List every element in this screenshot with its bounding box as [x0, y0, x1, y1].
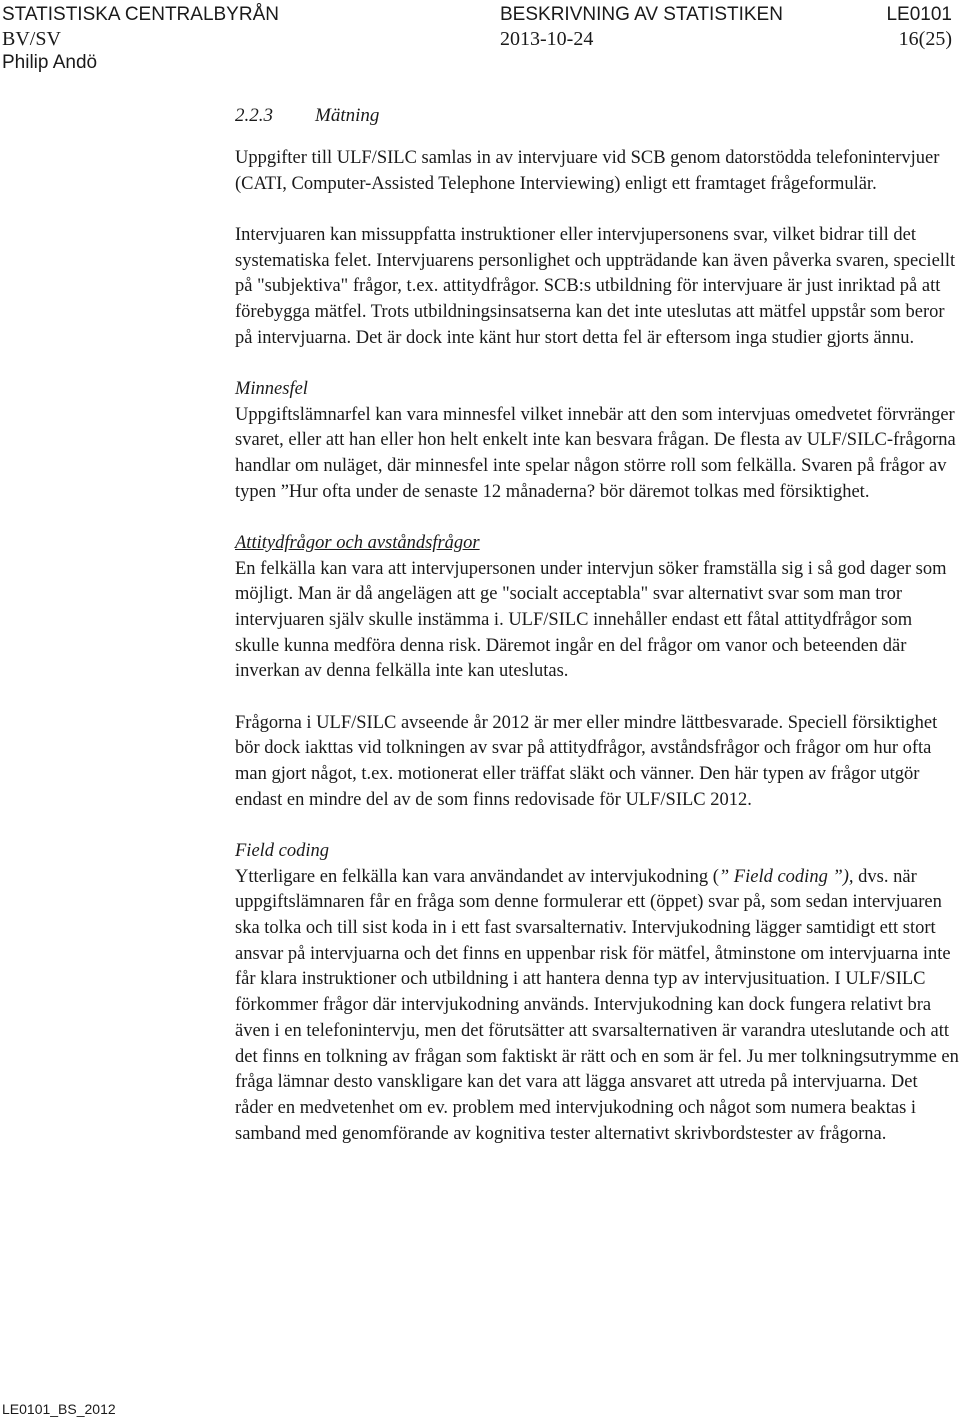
page-header: [0, 3, 960, 75]
page-footer: LE0101_BS_2012: [2, 1401, 116, 1417]
header-document-type: BESKRIVNING AV STATISTIKEN: [500, 4, 783, 25]
paragraph-attitydfragor: [235, 531, 960, 685]
field-coding-term: ” Field coding ”),: [718, 866, 854, 887]
subheading-attitydfragor: Attitydfrågor och avståndsfrågor: [235, 532, 480, 553]
paragraph-minnesfel: [235, 377, 960, 506]
minnesfel-body: Uppgiftslämnarfel kan vara minnesfel vilket innebär att den som intervjuas omedvetet förvränger svaret, eller att han eller hon helt enkelt inte kan besvara frågan. De flesta av ULF/SILC-frågorna handlar om nuläget, där minnesfel inte spelar någon större roll som felkälla. Svaren på frågor av typen ”Hur ofta under de senaste 12 månaderna? bör däremot tolkas med försiktighet.: [235, 404, 956, 502]
attitydfragor-body: En felkälla kan vara att intervjupersonen under intervjun söker framställa sig i så god dager som möjligt. Man är då angelägen att ge "socialt acceptabla" svar alternativt svar som man tror intervjuaren själv skulle instämma i. ULF/SILC innehåller endast ett fåtal attitydfrågor som skulle kunna medföra denna risk. Däremot ingår en del frågor om vanor och beteenden där inverkan av denna felkälla inte kan uteslutas.: [235, 558, 947, 682]
subheading-field-coding: Field coding: [235, 840, 330, 861]
section-title: Mätning: [315, 105, 380, 126]
section-number: 2.2.3: [235, 105, 273, 126]
header-document-code: LE0101: [886, 4, 952, 25]
page-content: [235, 103, 960, 1173]
field-coding-intro: Ytterligare en felkälla kan vara användandet av intervjukodning (: [235, 866, 719, 887]
paragraph-intro: Uppgifter till ULF/SILC samlas in av intervjuare vid SCB genom datorstödda telefonintervjuer (CATI, Computer-Assisted Telephone Interviewing) enligt ett framtaget frågeformulär.: [235, 148, 940, 194]
header-row-1: [0, 3, 960, 27]
subheading-minnesfel: Minnesfel: [235, 378, 308, 399]
header-date: 2013-10-24: [500, 28, 594, 50]
paragraph-interviewer-error: Intervjuaren kan missuppfatta instruktioner eller intervjupersonens svar, vilket bidrar till det systematiska felet. Intervjuarens personlighet och uppträdande kan även påverka svaren, speciellt på "subjektiva" frågor, t.ex. attitydfrågor. SCB:s utbildning för intervjuare är just inriktad på att förebygga mätfel. Trots utbildningsinsatserna kan det inte uteslutas att mätfel uppstår som beror på intervjuarna. Det är dock inte känt hur stort detta fel är eftersom inga studier gjorts ännu.: [235, 224, 956, 348]
header-author: Philip Andö: [2, 52, 98, 73]
paragraph-field-coding: [235, 839, 960, 1147]
paragraph-fragorna: Frågorna i ULF/SILC avseende år 2012 är mer eller mindre lättbesvarade. Speciell försiktighet bör dock iakttas vid tolkningen av svar på attitydfrågor, avståndsfrågor och frågor om hur ofta man gjort något, t.ex. motionerat eller träffat släkt och vänner. Den här typen av frågor utgör endast en mindre del av de som finns redovisade för ULF/SILC 2012.: [235, 712, 938, 810]
header-organization: STATISTISKA CENTRALBYRÅN: [2, 4, 279, 25]
section-heading: [235, 103, 960, 129]
header-row-2: [0, 27, 960, 51]
field-coding-body: dvs. när uppgiftslämnaren får en fråga som denne formulerar ett (öppet) svar på, som sedan intervjuaren ska tolka och till sist koda in i ett fast svarsalternativ. Intervjukodning lägger samtidigt ett stort ansvar på intervjuarna och det finns en uppenbar risk för mätfel, åtminstone om intervjuarna inte får klara instruktioner och utbildning i att hantera denna typ av intervjusituation. I ULF/SILC förkommer frågor där intervjukodning används. Intervjukodning kan dock fungera relativt bra även i en telefonintervju, men det förutsätter att svarsalternativen är varandra uteslutande och att det finns en tolkning av frågan som faktiskt är rätt och en som är fel. Ju mer tolkningsutrymme en fråga lämnar desto vanskligare kan det vara att lägga ansvaret att utreda på intervjuarna. Det råder en medvetenhet om ev. problem med intervjukodning och något som numera beaktas i samband med genomförande av kognitiva tester alternativt skrivbordstester av frågorna.: [235, 866, 959, 1144]
header-row-3: [0, 51, 960, 75]
header-page-number: 16(25): [898, 28, 952, 50]
header-department: BV/SV: [2, 28, 61, 50]
